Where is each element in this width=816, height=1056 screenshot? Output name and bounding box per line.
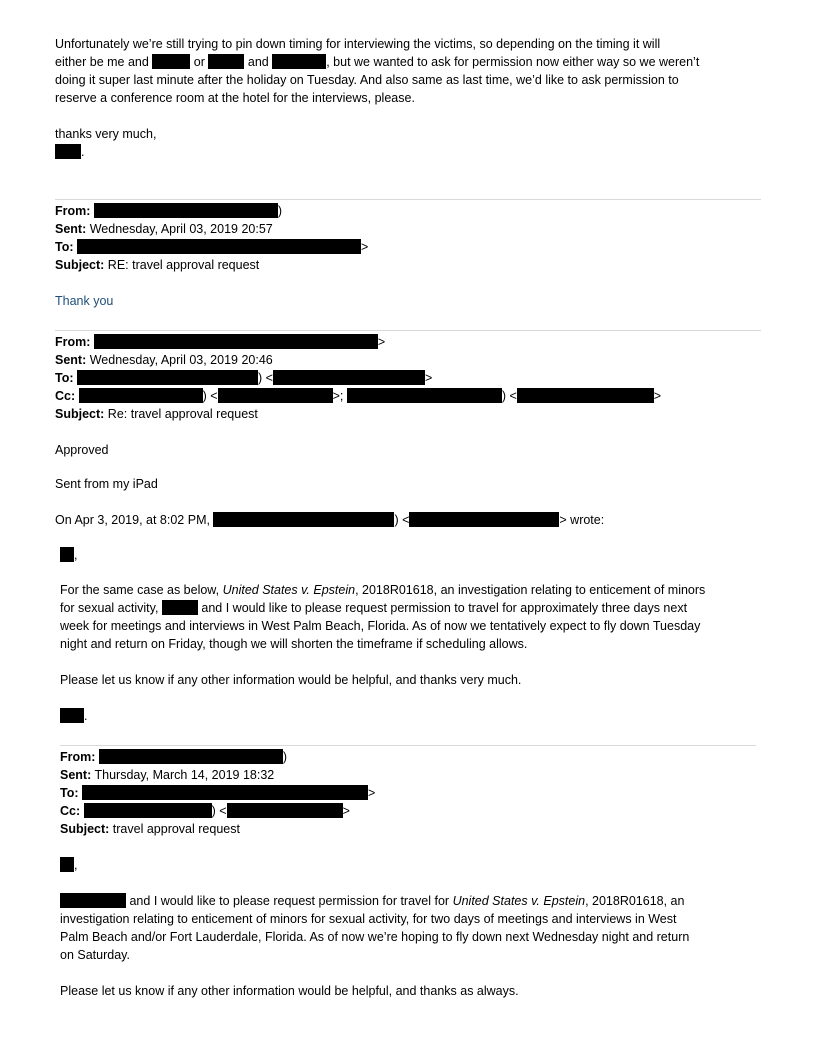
redaction-block bbox=[273, 370, 425, 385]
redaction-block bbox=[60, 857, 74, 872]
intro-signature: . bbox=[55, 143, 84, 161]
separator bbox=[60, 745, 756, 746]
redaction-block bbox=[272, 54, 326, 69]
redaction-block bbox=[94, 334, 378, 349]
intro-line-4: reserve a conference room at the hotel for the interviews, please. bbox=[55, 91, 415, 105]
email3-cc: Cc: ) < > bbox=[60, 804, 350, 818]
email1-sent: Sent: Wednesday, April 03, 2019 20:57 bbox=[55, 222, 273, 236]
redaction-block bbox=[409, 512, 559, 527]
email2-para-line-3: week for meetings and interviews in West Palm Beach, Florida. As of now we tentatively expect to fly down Tuesday bbox=[60, 619, 701, 633]
redaction-block bbox=[84, 803, 212, 818]
email3-para-line-4: on Saturday. bbox=[60, 948, 130, 962]
redaction-block bbox=[82, 785, 368, 800]
email1-subject: Subject: RE: travel approval request bbox=[55, 258, 260, 272]
email1-to: To: > bbox=[55, 240, 369, 254]
redaction-block bbox=[152, 54, 190, 69]
email3-sent: Sent: Thursday, March 14, 2019 18:32 bbox=[60, 768, 275, 782]
email2-sent: Sent: Wednesday, April 03, 2019 20:46 bbox=[55, 353, 273, 367]
email2-approved: Approved bbox=[55, 443, 109, 457]
email3-closing: Please let us know if any other information would be helpful, and thanks as always. bbox=[60, 984, 519, 998]
redaction-block bbox=[213, 512, 394, 527]
redaction-block bbox=[94, 203, 278, 218]
email2-signature: . bbox=[60, 707, 87, 725]
redaction-block bbox=[77, 370, 258, 385]
intro-line-1: Unfortunately we’re still trying to pin down timing for interviewing the victims, so depending on the timing it will bbox=[55, 37, 661, 51]
email2-subject: Subject: Re: travel approval request bbox=[55, 407, 258, 421]
redaction-block bbox=[162, 600, 198, 615]
email2-from: From: > bbox=[55, 335, 386, 349]
email1-body: Thank you bbox=[55, 294, 114, 308]
redaction-block bbox=[60, 893, 126, 908]
intro-thanks: thanks very much, bbox=[55, 127, 157, 141]
redaction-block bbox=[60, 708, 84, 723]
redaction-block bbox=[517, 388, 654, 403]
email1-from: From: ) bbox=[55, 204, 283, 218]
redaction-block bbox=[218, 388, 333, 403]
separator bbox=[55, 199, 761, 200]
email3-subject: Subject: travel approval request bbox=[60, 822, 240, 836]
intro-line-3: doing it super last minute after the holiday on Tuesday. And also same as last time, we’d like to ask permission to bbox=[55, 73, 679, 87]
redaction-block bbox=[227, 803, 343, 818]
email3-to: To: > bbox=[60, 786, 376, 800]
redaction-block bbox=[99, 749, 283, 764]
email2-cc: Cc: ) < >; ) < > bbox=[55, 389, 662, 403]
email2-greeting: , bbox=[60, 546, 77, 564]
email3-para-line-3: Palm Beach and/or Fort Lauderdale, Florida. As of now we’re hoping to fly down next Wednesday night and return bbox=[60, 930, 690, 944]
email2-para-line-4: night and return on Friday, though we will shorten the timeframe if scheduling allows. bbox=[60, 637, 528, 651]
redaction-block bbox=[79, 388, 203, 403]
redaction-block bbox=[55, 144, 81, 159]
email3-para-line-2: investigation relating to enticement of minors for sexual activity, for two days of meetings and interviews in West bbox=[60, 912, 677, 926]
redaction-block bbox=[347, 388, 502, 403]
email3-greeting: , bbox=[60, 856, 77, 874]
redaction-block bbox=[77, 239, 361, 254]
redaction-block bbox=[208, 54, 244, 69]
email2-to: To: ) < > bbox=[55, 371, 433, 385]
intro-line-2: either be me and or and , but we wanted to ask for permission now either way so we weren’t bbox=[55, 55, 700, 69]
separator bbox=[55, 330, 761, 331]
email2-closing: Please let us know if any other information would be helpful, and thanks very much. bbox=[60, 673, 522, 687]
email3-para-line-1: and I would like to please request permission for travel for United States v. Epstein, 2018R01618, an bbox=[60, 892, 684, 910]
redaction-block bbox=[60, 547, 74, 562]
email2-ipad: Sent from my iPad bbox=[55, 477, 158, 491]
email3-from: From: ) bbox=[60, 750, 288, 764]
email2-wrote: On Apr 3, 2019, at 8:02 PM, ) < > wrote: bbox=[55, 513, 605, 527]
email2-para-line-2: for sexual activity, and I would like to please request permission to travel for approximately three days next bbox=[60, 601, 688, 615]
email2-para-line-1: For the same case as below, United States v. Epstein, 2018R01618, an investigation relating to enticement of minors bbox=[60, 583, 706, 597]
